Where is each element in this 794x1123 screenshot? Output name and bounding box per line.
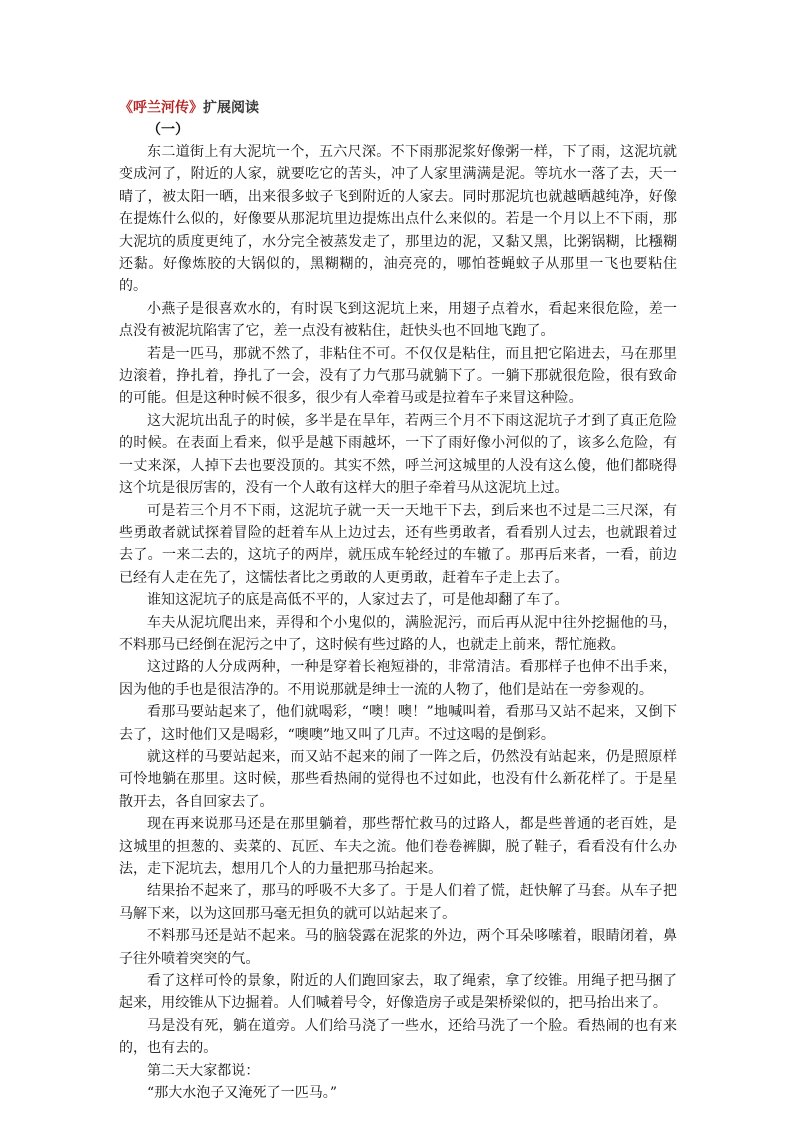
paragraph: 谁知这泥坑子的底是高低不平的，人家过去了，可是他却翻了车了。	[147, 592, 569, 609]
title-suffix: 扩展阅读	[203, 100, 259, 116]
paragraph: 结果抬不起来了，那马的呼吸不大多了。于是人们着了慌，赶快解了马套。从车子把马解下来，以为这回那马毫无担负的就可以站起来了。	[119, 883, 677, 922]
book-title: 《呼兰河传》	[119, 100, 203, 116]
paragraph: 马是没有死，躺在道旁。人们给马浇了一些水，还给马洗了一个脸。看热闹的也有来的，也有去的。	[119, 1017, 677, 1057]
paragraph: “那大水泡子又淹死了一匹马。”	[147, 1085, 338, 1102]
paragraph: 看那马要站起来了，他们就喝彩，“噢！噢！”地喊叫着，看那马又站不起来，又倒下去了，这时他们又是喝彩，“噢噢”地又叫了几声。不过这喝的是倒彩。	[119, 704, 677, 743]
paragraph: 小燕子是很喜欢水的，有时误飞到这泥坑上来，用翅子点着水，看起来很危险，差一点没有被泥坑陷害了它，差一点没有被粘住，赶快头也不回地飞跑了。	[119, 300, 677, 340]
paragraph: 这过路的人分成两种，一种是穿着长袍短褂的，非常清洁。看那样子也伸不出手来，因为他的手也是很洁净的。不用说那就是绅士一流的人物了，他们是站在一旁参观的。	[119, 659, 677, 698]
paragraph: 就这样的马要站起来，而又站不起来的闹了一阵之后，仍然没有站起来，仍是照原样可怜地躺在那里。这时候，那些看热闹的觉得也不过如此，也没有什么新花样了。于是星散开去，各自回家去了。	[119, 748, 677, 810]
paragraph: 可是若三个月不下雨，这泥坑子就一天一天地干下去，到后来也不过是二三尺深，有些勇敢者就试探着冒险的赶着车从上边过去，还有些勇敢者，看看别人过去，也就跟着过去了。一来二去的，这坑子的两岸，就压成车轮经过的车辙了。那再后来者，一看，前边已经有人走在先了，这懦怯者比之勇敢的人更勇敢，赶着车子走上去了。	[119, 502, 677, 586]
document-page	[119, 97, 677, 1104]
document-title	[119, 97, 677, 119]
paragraph: 若是一匹马，那就不然了，非粘住不可。不仅仅是粘住，而且把它陷进去，马在那里边滚着，挣扎着，挣扎了一会，没有了力气那马就躺下了。一躺下那就很危险，很有致命的可能。但是这种时候不很多，很少有人牵着马或是拉着车子来冒这种险。	[119, 345, 677, 407]
section-number: （一）	[147, 122, 189, 138]
paragraph: 现在再来说那马还是在那里躺着，那些帮忙救马的过路人，都是些普通的老百姓，是这城里的担葱的、卖菜的、瓦匠、车夫之流。他们卷卷裤脚，脱了鞋子，看看没有什么办法，走下泥坑去，想用几个人的力量把那马抬起来。	[119, 816, 677, 877]
paragraph: 东二道街上有大泥坑一个，五六尺深。不下雨那泥浆好像粥一样，下了雨，这泥坑就变成河了，附近的人家，就要吃它的苦头，冲了人家里满满是泥。等坑水一落了去，天一晴了，被太阳一晒，出来很多蚊子飞到附近的人家去。同时那泥坑也就越晒越纯净，好像在提炼什么似的，好像要从那泥坑里边提炼出点什么来似的。若是一个月以上不下雨，那大泥坑的质度更纯了，水分完全被蒸发走了，那里边的泥，又黏又黑，比粥锅糊，比糨糊还黏。好像炼胶的大锅似的，黑糊糊的，油亮亮的，哪怕苍蝇蚊子从那里一飞也要粘住的。	[119, 144, 677, 295]
paragraph: 第二天大家都说：	[147, 1062, 260, 1079]
paragraph: 不料那马还是站不起来。马的脑袋露在泥浆的外边，两个耳朵哆嗦着，眼睛闭着，鼻子往外喷着突突的气。	[119, 928, 677, 967]
paragraph: 这大泥坑出乱子的时候，多半是在旱年，若两三个月不下雨这泥坑子才到了真正危险的时候。在表面上看来，似乎是越下雨越坏，一下了雨好像小河似的了，该多么危险，有一丈来深，人掉下去也要没顶的。其实不然，呼兰河这城里的人没有这么傻，他们都晓得这个坑是很厉害的，没有一个人敢有这样大的胆子牵着马从这泥坑上过。	[119, 412, 677, 497]
paragraph: 看了这样可怜的景象，附近的人们跑回家去，取了绳索，拿了绞锥。用绳子把马捆了起来，用绞锥从下边掘着。人们喊着号令，好像造房子或是架桥梁似的，把马抬出来了。	[119, 973, 677, 1012]
paragraphs	[119, 141, 677, 1104]
paragraph: 车夫从泥坑爬出来，弄得和个小鬼似的，满脸泥污，而后再从泥中往外挖掘他的马，不料那马已经倒在泥污之中了，这时候有些过路的人，也就走上前来，帮忙施救。	[119, 614, 677, 653]
